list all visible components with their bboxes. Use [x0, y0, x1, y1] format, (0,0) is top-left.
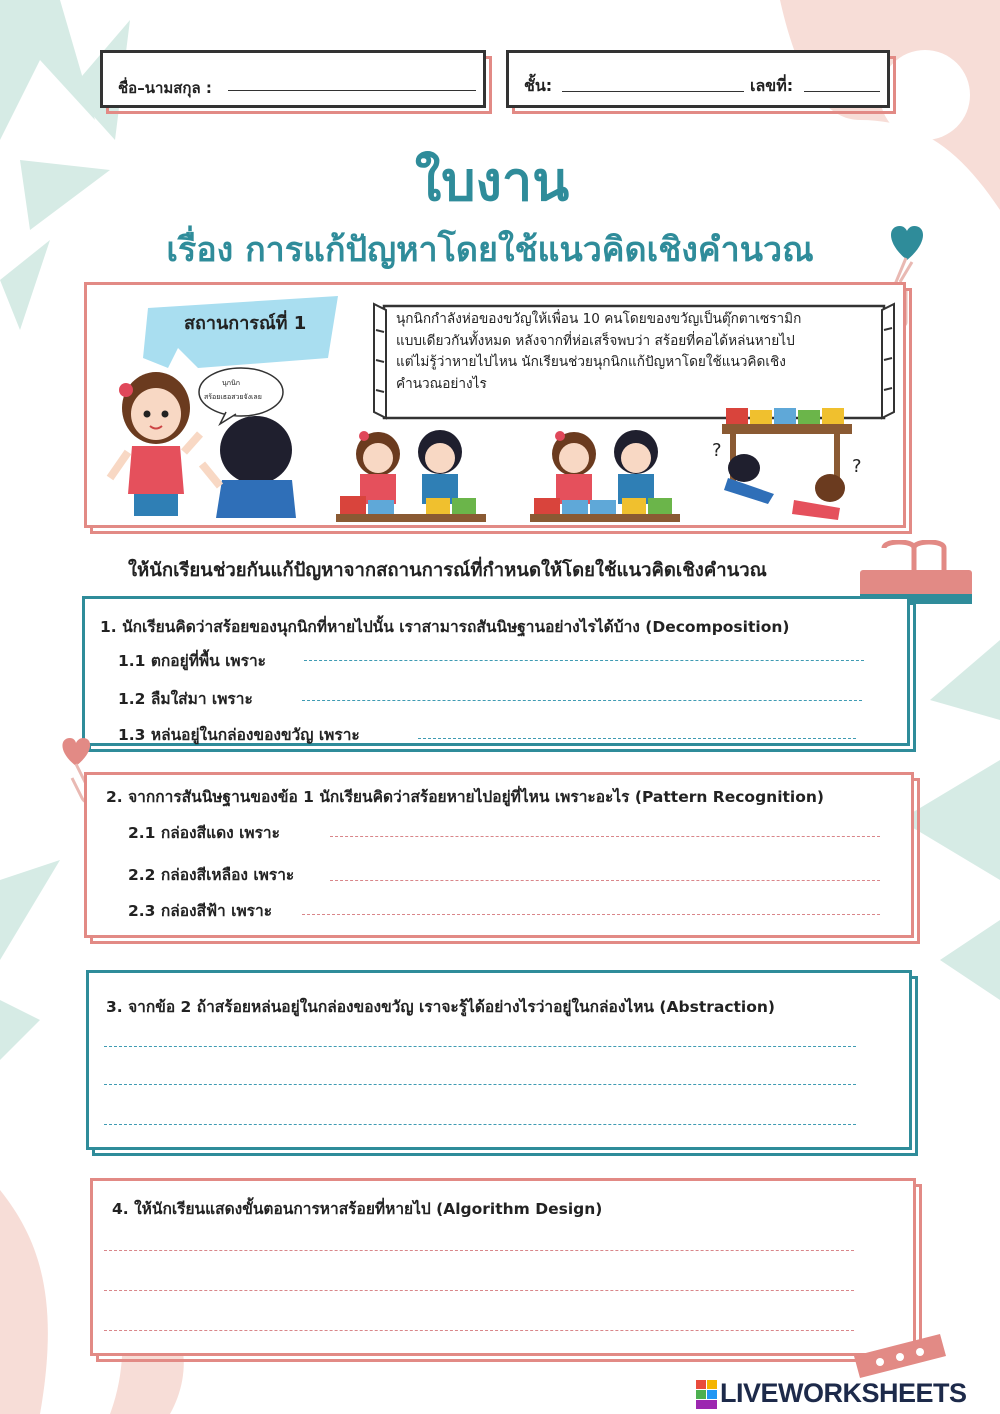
wrapping-scene-1 — [336, 426, 486, 522]
page-title: ใบงาน — [414, 150, 570, 213]
speech-line-1: นุกนิก — [222, 379, 241, 387]
q1-item-1: 1.1 ตกอยู่ที่พื้น เพราะ — [118, 652, 266, 670]
q1-answer-line-1[interactable] — [304, 660, 864, 661]
scenario-tag: สถานการณ์ที่ 1 — [184, 313, 307, 334]
q2-answer-line-2[interactable] — [330, 880, 880, 881]
q2-answer-line-3[interactable] — [302, 914, 880, 915]
q2-item-2: 2.2 กล่องสีเหลือง เพราะ — [128, 866, 295, 884]
friend-illustration — [196, 410, 306, 520]
q2-question: 2. จากการสันนิษฐานของข้อ 1 นักเรียนคิดว่าสร้อยหายไปอยู่ที่ไหน เพราะอะไร (Pattern Recognition) — [106, 788, 825, 806]
speech-line-2: สร้อยเธอสวยจังเลย — [204, 393, 262, 401]
class-label: ชั้น: — [524, 76, 553, 95]
scenario-text — [396, 309, 886, 395]
q4-answer-line-1[interactable] — [104, 1250, 854, 1251]
q1-question: 1. นักเรียนคิดว่าสร้อยของนุกนิกที่หายไปนั้น เราสามารถสันนิษฐานอย่างไรได้บ้าง (Decomposition) — [100, 618, 790, 636]
page-subtitle: เรื่อง การแก้ปัญหาโดยใช้แนวคิดเชิงคำนวณ — [166, 230, 814, 270]
scenario-line: คำนวณอย่างไร — [396, 375, 487, 392]
q1-answer-line-3[interactable] — [418, 738, 856, 739]
scenario-line: แบบเดียวกันทั้งหมด หลังจากที่ห่อเสร็จพบว่า สร้อยที่คอได้หล่นหายไป — [396, 332, 795, 349]
question-mark-1: ? — [712, 440, 722, 461]
washi-tape-icon — [850, 1330, 950, 1380]
q1-answer-line-2[interactable] — [302, 700, 862, 701]
name-label: ชื่อ–นามสกุล : — [118, 79, 212, 97]
wrapping-scene-2 — [530, 426, 680, 522]
q2-item-3: 2.3 กล่องสีฟ้า เพราะ — [128, 902, 273, 920]
instruction-text: ให้นักเรียนช่วยกันแก้ปัญหาจากสถานการณ์ที่กำหนดให้โดยใช้แนวคิดเชิงคำนวณ — [128, 560, 767, 581]
scenario-line: นุกนิกกำลังห่อของขวัญให้เพื่อน 10 คนโดยของขวัญเป็นตุ๊กตาเซรามิก — [396, 311, 802, 327]
q4-answer-line-3[interactable] — [104, 1330, 854, 1331]
search-scene — [708, 404, 868, 524]
q4-answer-line-2[interactable] — [104, 1290, 854, 1291]
class-line[interactable] — [562, 91, 744, 92]
number-label: เลขที่: — [750, 76, 794, 95]
scenario-line: แต่ไม่รู้ว่าหายไปไหน นักเรียนช่วยนุกนิกแก้ปัญหาโดยใช้แนวคิดเชิง — [396, 354, 786, 370]
q3-answer-line-2[interactable] — [104, 1084, 856, 1085]
q2-item-1: 2.1 กล่องสีแดง เพราะ — [128, 824, 280, 842]
question-mark-2: ? — [852, 456, 862, 477]
number-line[interactable] — [804, 91, 880, 92]
q3-answer-line-3[interactable] — [104, 1124, 856, 1125]
q3-answer-line-1[interactable] — [104, 1046, 856, 1047]
q1-item-3: 1.3 หล่นอยู่ในกล่องของขวัญ เพราะ — [118, 726, 360, 744]
q1-item-2: 1.2 ลืมใส่มา เพราะ — [118, 690, 253, 708]
name-line[interactable] — [228, 90, 476, 91]
liveworksheets-logo-icon — [696, 1380, 718, 1410]
q4-question: 4. ให้นักเรียนแสดงขั้นตอนการหาสร้อยที่หายไป (Algorithm Design) — [112, 1200, 603, 1218]
q3-question: 3. จากข้อ 2 ถ้าสร้อยหล่นอยู่ในกล่องของขวัญ เราจะรู้ได้อย่างไรว่าอยู่ในกล่องไหน (Abstraction) — [106, 998, 776, 1016]
footer-brand[interactable]: LIVEWORKSHEETS — [720, 1378, 967, 1408]
class-box — [506, 50, 890, 108]
q2-answer-line-1[interactable] — [330, 836, 880, 837]
